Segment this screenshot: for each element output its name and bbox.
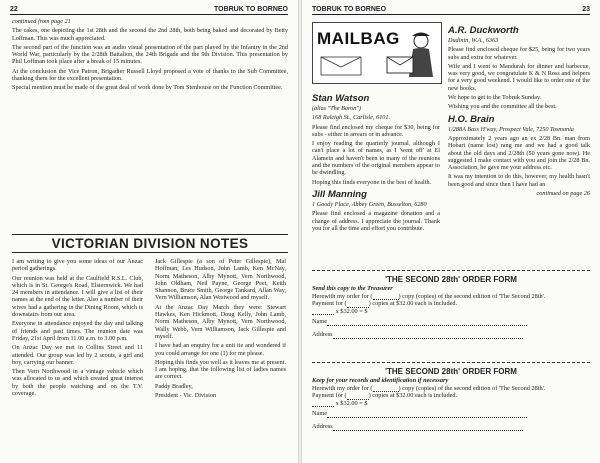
letter-writer-name: H.O. Brain xyxy=(448,113,495,125)
article-column-2 xyxy=(155,258,286,401)
order-form-title: 'THE SECOND 28th' ORDER FORM xyxy=(385,367,517,376)
letter-paragraph: Please find enclosed my cheque for $30, being for subs - either in arrears or in advance. xyxy=(312,123,440,138)
mailman-illustration xyxy=(313,23,441,83)
signature-name: Paddy Bradley, xyxy=(155,382,193,390)
article-title: VICTORIAN DIVISION NOTES xyxy=(12,234,288,253)
intro-paragraph-2: The second part of the function was an audio visual presentation of the part played by the Infantry in the 2nd World War, particularly by the 2/28th Battalion, the 24th Brigade and the 9th Division. This presentation by Phil Loffman took place after a break of 15 minutes. xyxy=(12,43,288,66)
right-page-number: 23 xyxy=(582,6,590,13)
payment-text: Payment for ( xyxy=(312,392,347,400)
order-form-2 xyxy=(312,367,590,431)
order-line-2-text: ) copy (copies) of the second edition of 'The Second 28th'. xyxy=(398,292,546,300)
left-running-title: TOBRUK TO BORNEO xyxy=(213,6,288,13)
address-label: Address xyxy=(312,422,333,430)
order-line-1-text: Herewith my order for ( xyxy=(312,384,373,392)
letter-writer-address: 168 Raleigh St., Carlisle, 6101. xyxy=(312,114,391,122)
letter-paragraph: Wishing you and the committee all the best. xyxy=(448,103,557,111)
address-field[interactable] xyxy=(333,430,523,431)
left-page-number: 22 xyxy=(10,6,18,13)
total-blank[interactable] xyxy=(312,314,334,315)
article-paragraph: Our reunion was held at the Caulfield R.S.L. Club, which is in St. George's Road, Elsternwick. We had 24 members in attendance. I will give a list of their names at the end of the letter. Also a number of their wives had a gathering in the Dining Room, which is downstairs from our area. xyxy=(12,274,143,319)
order-form-1 xyxy=(312,275,590,339)
article-column-1 xyxy=(12,258,143,399)
right-page-header xyxy=(312,4,590,15)
intro-paragraph-4: Special mention must be made of the great deal of work done by Tom Stenhouse on the Function Committee. xyxy=(12,84,283,92)
name-field[interactable] xyxy=(327,417,527,418)
letter-writer-name: Jill Manning xyxy=(312,188,367,200)
order-form-title: 'THE SECOND 28th' ORDER FORM xyxy=(385,275,517,284)
intro-paragraph-1: The cakes, one depicting the 1st 28th and the second the 2nd 28th, both being baked and decorated by Betty Loffman. This was much appreciated. xyxy=(12,27,288,42)
letter-paragraph: Please find enclosed cheque for $25, being for two years subs and extra for whatever. xyxy=(448,46,590,61)
letter-writer-address: 1 Goody Place, Abbey Green, Busselton, 6280 xyxy=(312,200,427,208)
mailbag-banner xyxy=(312,22,442,84)
letter-writer-address: 1/288A Bass H'way, Prospect Vale, 7250 Tasmania xyxy=(448,125,574,133)
letter-writer-name: A.R. Duckworth xyxy=(448,25,519,36)
order-line-2-text: ) copy (copies) of the second edition of 'The Second 28th'. xyxy=(398,384,546,392)
left-page-header xyxy=(10,4,288,15)
total-blank[interactable] xyxy=(312,406,334,407)
name-label: Name xyxy=(312,318,328,326)
order-line-1-text: Herewith my order for ( xyxy=(312,292,373,300)
letter-paragraph: Please find enclosed a magazine donation and a change of address. I appreciate the journal. Thank you for all the time and effort you contribute. xyxy=(312,210,440,232)
name-label: Name xyxy=(312,410,328,418)
order-form-subtitle: Keep for your records and identification if necessary xyxy=(312,377,449,384)
article-paragraph: Jack Gillespie (a son of Peter Gillespie), Mal Hoffman, Les Hudson, John Lamb, Ken McNay, Norm Matheson, Alby Mynott, Vern Northwood, John Oldham, Neil Payne, George Peet, Keith Shannon, Bruce Smith, George Tankard, Allan Way, Vern Williamson, Alan Westwood and myself. xyxy=(155,258,286,302)
article-paragraph: I have had an enquiry for a unit tie and wondered if you could arrange for one (1) for me please. xyxy=(155,342,286,357)
letters-column-2 xyxy=(448,22,590,199)
letter-paragraph: Wife and I went to Mandurah for dinner and barbecue, was very good, we congratulate K & N Ross and helpers for a very good weekend. I would like to order one of the new books. xyxy=(448,62,590,92)
payment-text-2: ) copies at $32.00 each is included. xyxy=(368,300,458,308)
payment-text: Payment for ( xyxy=(312,300,347,308)
cut-line-1 xyxy=(312,270,590,271)
letter-paragraph: Hoping this finds everyone in the best of health. xyxy=(312,178,432,186)
continued-on: continued on page 26 xyxy=(536,190,590,198)
letter-writer-alias: (alias "The Baron") xyxy=(312,105,361,112)
article-paragraph: At the Anzac Day March they were: Stewart Hawkes, Ken Hickmott, Doug Kelly, John Lamb, Norm Matheson, Alby Mynott, Vern Northwood, Wally Webb, Vern Williamson, Jack Gillespie and myself. xyxy=(155,303,286,340)
total-text: x $32.00 = $ xyxy=(334,399,368,407)
order-form-subtitle: Send this copy to the Treasurer xyxy=(312,285,393,292)
letter-paragraph: Approximately 2 years ago an ex 2/28 Bn. man from Hobart (name lost) rang me and we had a good talk about the old days and 2/28th (50 years gone now). He suggested I make contact with you and join the 2/28 Bn. Association, he gave me your address etc. xyxy=(448,134,590,172)
letter-paragraph: I enjoy reading the quarterly journal, although I can't place a lot of names, as I 'went off' at El Alamein and haven't been to many of the reunions and the numbers of the original members appear to be dwindling. xyxy=(312,140,440,177)
article-paragraph: I am writing to give you some ideas of our Anzac period gatherings. xyxy=(12,258,143,273)
letter-paragraph: It was my intention to do this, however, my health hasn't been good and since then I have had an xyxy=(448,173,590,188)
letters-column-1 xyxy=(312,90,440,234)
cut-line-2 xyxy=(312,362,590,363)
name-field[interactable] xyxy=(327,325,527,326)
payment-text-2: ) copies at $32.00 each is included. xyxy=(368,392,458,400)
right-running-title: TOBRUK TO BORNEO xyxy=(312,6,387,13)
continued-from: continued from page 21 xyxy=(12,18,71,25)
article-paragraph: Then Vern Northwood in a vintage vehicle which was allocated to us and which created great interest by both the people watching and on the T.V. coverage. xyxy=(12,368,143,398)
article-paragraph: On Anzac Day we met in Collins Street and 11 attended. Our group was led by 2 scouts, a girl and boy, carrying our banner. xyxy=(12,344,143,366)
address-field[interactable] xyxy=(333,338,523,339)
letter-writer-address: Dudinin, W.A., 6363 xyxy=(448,37,499,44)
mailbag-logo-text: MAILBAG xyxy=(317,29,400,48)
total-text: x $32.00 = $ xyxy=(334,307,368,315)
address-label: Address xyxy=(312,330,333,338)
right-page xyxy=(302,0,600,463)
article-paragraph: Everyone in attendance enjoyed the day and talking of friends and past times. The reunion date was Friday, 21st April from 11.00 a.m. to 3.00 p.m. xyxy=(12,320,143,342)
left-page xyxy=(0,0,298,463)
letter-writer-name: Stan Watson xyxy=(312,93,370,104)
intro-paragraph-3: At the conclusion the Vice Patron, Brigadier Russell Lloyd proposed a vote of thanks to the Sub Committee, thanking them for the excellent presentation. xyxy=(12,67,288,83)
article-paragraph: Hoping this finds you well as it leaves me at present. I am hoping, that the following list of ladies names are correct. xyxy=(155,358,286,381)
letter-paragraph: We hope to get to the Tobruk Sunday. xyxy=(448,94,542,102)
signature-role: President - Vic. Division xyxy=(155,392,217,400)
intro-article xyxy=(12,18,288,94)
